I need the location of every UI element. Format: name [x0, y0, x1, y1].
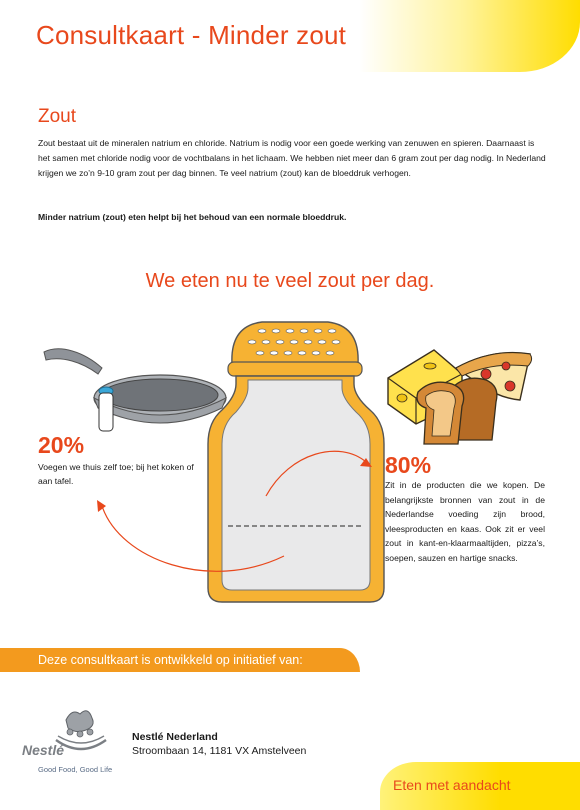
section-title: Zout	[38, 106, 77, 127]
left-percentage: 20%	[38, 432, 85, 458]
intro-bold-statement: Minder natrium (zout) eten helpt bij het behoud van een normale bloeddruk.	[38, 212, 347, 222]
bread-icon	[417, 378, 497, 444]
intro-paragraph: Zout bestaat uit de mineralen natrium en chloride. Natrium is nodig voor een goede werking van zenuwen en spieren. Daarnaast is het samen met chloride nodig voor de vochtbalans in het lichaam. We hebben niet meer dan 6 gram zout per dag nodig. In Nederland krijgen we zo’n 9-10 gram zout per dag binnen. Te veel natrium (zout) kan de bloeddruk verhogen.	[38, 138, 546, 178]
right-description: Zit in de producten die we kopen. De belangrijkste bronnen van zout in de Nederlandse voeding zijn brood, vleesproducten en kaas. Ook zit er veel zout in kant-en-klaarmaaltijden, pizza’s, soepen, sauzen en hartige snacks.	[385, 480, 545, 563]
headline: We eten nu te veel zout per dag.	[145, 270, 435, 292]
right-percentage: 80%	[385, 452, 432, 478]
logo-tagline: Good Food, Good Life	[38, 765, 113, 774]
address-name: Nestlé Nederland	[132, 731, 218, 743]
left-description: Voegen we thuis zelf toe; bij het koken of aan tafel.	[38, 462, 194, 486]
salt-shaker-icon	[208, 322, 384, 602]
footer-slogan: Eten met aandacht	[393, 777, 511, 793]
logo-wordmark: Nestlé	[22, 742, 65, 758]
small-salt-shaker-icon	[99, 387, 113, 431]
address-line: Stroombaan 14, 1181 VX Amstelveen	[132, 745, 307, 757]
frying-pan-icon	[44, 349, 226, 423]
initiative-label: Deze consultkaart is ontwikkeld op initiatief van:	[38, 653, 303, 667]
page-title: Consultkaart - Minder zout	[36, 20, 347, 50]
